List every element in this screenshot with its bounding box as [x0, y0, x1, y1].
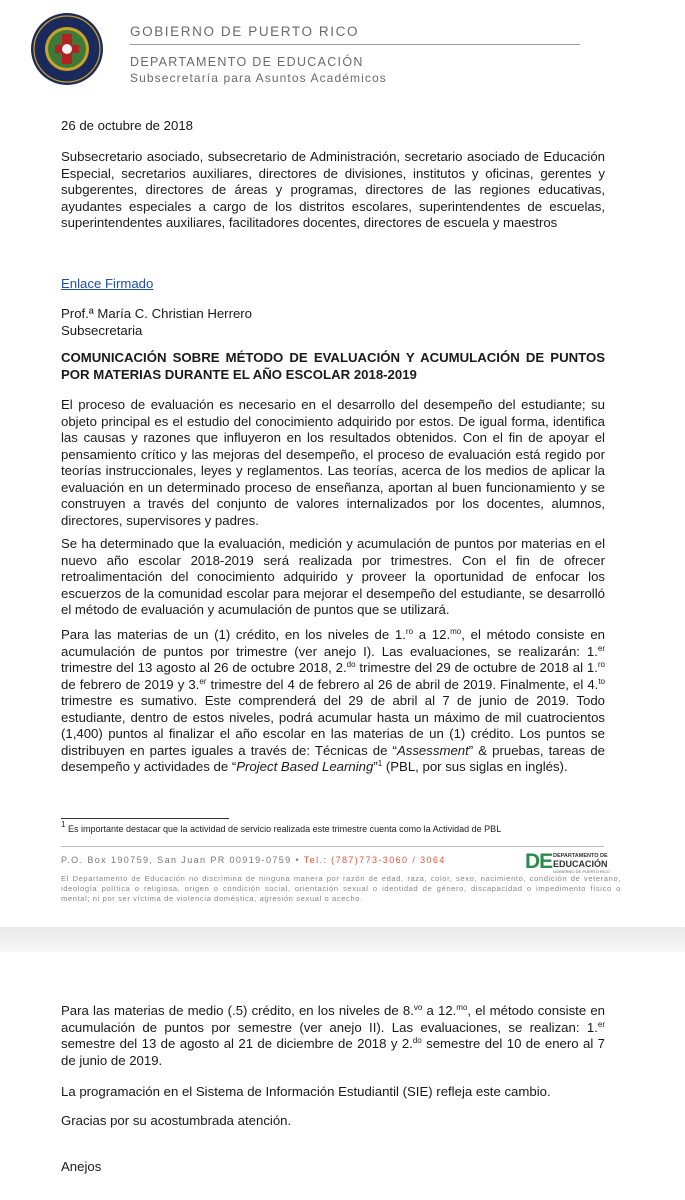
paragraph-1: El proceso de evaluación es necesario en el desarrollo del desempeño del estudiante; su objeto principal es el estudio del conocimiento adquirido por estos. De igual forma, identifica las causas y razones que influyeron en los resultados obtenidos. Con el fin de apoyar el pensamiento crítico y las mejoras del desempeño, el proceso de evaluación está regido por teorías instruccionales, leyes y reglamentos. Las teorías, acerca de los medios de aplicar la evaluación en un determinado proceso de enseñanza, aportan al buen funcionamiento y se construyen a través del conjunto de valores internalizados por los docentes, alumnos, directores, supervisores y padres.	[61, 397, 605, 528]
paragraph-5: La programación en el Sistema de Información Estudiantil (SIE) refleja este cambio.	[61, 1084, 551, 1099]
paragraph-3: Para las materias de un (1) crédito, en los niveles de 1.$^{ro}$ a 12.$^{mo}$, el método consiste en acumulación de puntos por trimestre (ver anejo I). Las evaluaciones, se realizarán: 1.$^{er}$ trimestre del 13 agosto al 26 de octubre 2018, 2.$^{do}$ trimestre del 29 de octubre de 2018 al 1.$^{ro}$ de febrero de 2019 y 3.$^{er}$ trimestre del 4 de febrero al 26 de abril de 2019. Finalmente, el 4.$^{to}$ trimestre es sumativo. Este comprenderá del 29 de abril al 7 de junio de 2019. Todo estudiante, dentro de estos niveles, podrá acumular hasta un máximo de mil cuatrocientos (1,400) puntos al finalizar el año escolar en las materias de un (1) crédito. Los puntos se distribuyen en partes iguales a través de: Técnicas de “Assessment” & pruebas, tareas de desempeño y actividades de “Project Based Learning”$^1$ (PBL, por sus siglas en inglés).	[61, 627, 606, 774]
paragraph-4: Para las materias de medio (.5) crédito, en los niveles de 8.$^{vo}$ a 12.$^{mo}$, el método consiste en acumulación de puntos por semestre (ver anejo II). Las evaluaciones, se realizan: 1.$^{er}$ semestre del 13 de agosto al 21 de diciembre de 2018 y 2.$^{do}$ semestre del 10 de enero al 7 de junio de 2019.	[61, 1003, 605, 1068]
footnote: $^1$ Es importante destacar que la actividad de servicio realizada este trimestre cuenta como la Actividad de PBL	[61, 820, 502, 834]
letter-recipients: Subsecretario asociado, subsecretario de Administración, secretario asociado de Educación Especial, secretarios auxiliares, directores de divisiones, institutos y oficinas, gerentes y subgerentes, directores de áreas y programas, directores de las regiones educativas, ayudantes especiales a cargo de los distritos escolares, superintendentes de escuelas, superintendentes auxiliares, facilitadores docentes, directores de escuela y maestros	[61, 149, 605, 230]
subsecretariat-name: Subsecretaría para Asuntos Académicos	[130, 71, 387, 85]
footnote-divider	[61, 818, 229, 819]
footer-address: P.O. Box 190759, San Juan PR 00919-0759 • Tel.: (787)773-3060 / 3064	[61, 855, 446, 865]
department-name: DEPARTAMENTO DE EDUCACIÓN	[130, 55, 364, 69]
sender-name: Prof.ª María C. Christian Herrero	[61, 306, 253, 321]
sender-title: Subsecretaria	[61, 322, 143, 338]
government-name: GOBIERNO DE PUERTO RICO	[130, 24, 360, 39]
letter-subject: COMUNICACIÓN SOBRE MÉTODO DE EVALUACIÓN Y ACUMULACIÓN DE PUNTOS POR MATERIAS DURANTE EL AÑO ESCOLAR 2018-2019	[61, 350, 605, 382]
page-gap	[0, 927, 685, 952]
signed-link[interactable]: Enlace Firmado	[61, 276, 154, 291]
attachments-label: Anejos	[61, 1159, 102, 1174]
education-department-logo: DE DEPARTAMENTO DE EDUCACIÓN GOBIERNO DE PUERTO RICO	[525, 850, 610, 874]
header-divider	[130, 44, 580, 45]
footer-phone: Tel.: (787)773-3060 / 3064	[303, 855, 446, 865]
de-logo-icon: DE	[525, 850, 553, 873]
footer-legal: El Departamento de Educación no discrimina de ninguna manera por razón de edad, raza, color, sexo, nacimiento, condición de veterano, ideología política o religiosa, origen o condición social, orientación sexual o identidad de género, discapacidad o impedimento físico o mental; ni por ser víctima de violencia doméstica, agresión sexual o acecho.	[61, 874, 621, 903]
letter-date: 26 de octubre de 2018	[61, 118, 193, 133]
paragraph-2: Se ha determinado que la evaluación, medición y acumulación de puntos por materias en el nuevo año escolar 2018-2019 será realizada por trimestres. Con el fin de ofrecer retroalimentación del conocimiento adquirido y proveer la oportunidad de enfocar los escuerzos de la comunidad escolar para mejorar el desempeño del estudiante, se desarrolló el método de evaluación y acumulación de puntos que se utilizará.	[61, 536, 605, 617]
puerto-rico-seal-icon	[30, 12, 104, 86]
closing-line: Gracias por su acostumbrada atención.	[61, 1113, 292, 1128]
footer-divider	[61, 846, 604, 847]
letter-sender	[61, 306, 605, 339]
